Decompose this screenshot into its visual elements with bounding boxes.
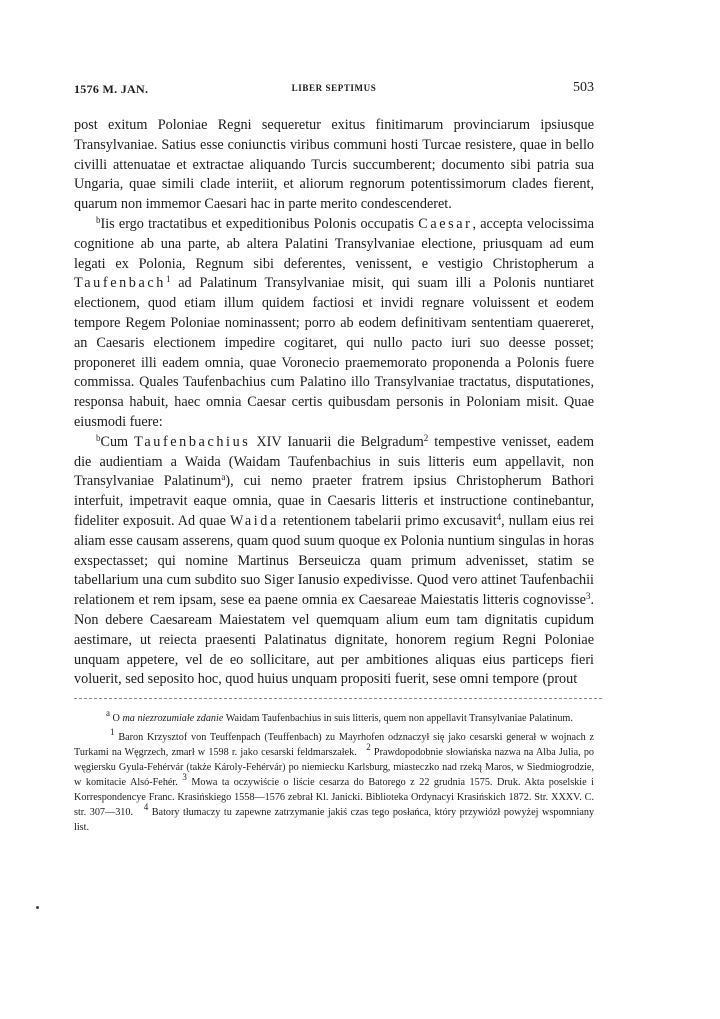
footnote-a: $^a$ O ma niezrozumiałe zdanie Waidam Taufenbachius in suis litteris, quem non appellavit Transylvaniae Palatinum. [106, 708, 573, 725]
paragraph-3: $^b$Cum Taufenbachius XIV Ianuarii die Belgradum$^2$ tempestive venisset, eadem die audientiam a Waida (Waidam Taufenbachius in suis litteris eum appellavit, non Transylvaniae Palatinum$^a$), cui nemo praeter fratrem ipsius Christopherum Bathori interfuit, impetravit eaque omnia, quae in Caesaris litteris et instructione continebantur, fideliter exposuit. Ad quae Waida retentionem tabelarii primo excusavit$^4$, nullam eius rei aliam esse causam asserens, quam quod suum quoque ex Polonia nuntium singulas in horas exspectasset; qui nomine Martinus Berseuicza quam primum advenisset, statim se tabellarium una cum subdito suo Siger Ianusio expedivisse. Quod vero attinet Taufenbachii relationem et rem ipsam, sese ea paene omnia ex Caesareae Maiestatis litteris cognovisse$^3$. Non debere Caesaream Maiestatem vel quemquam alium eum tam dignitatis cupidum aestimare, ut reiecta praesenti Palatinatus dignitate, honorem regium Regni Poloniae unquam appetere, vel de eo sollicitare, aut per ambitiones aliquas eius particeps fieri voluerit, sed seposito hoc, quod huius unquam propositi fuerit, sese omni tempore (prout [74, 432, 594, 688]
footnote-a-italic: ma niezrozumiałe zdanie [122, 713, 224, 725]
footnote-mark-1: 1 [110, 727, 115, 738]
footnote-separator [74, 698, 602, 699]
paragraph-2: $^b$Iis ergo tractatibus et expeditionibus Polonis occupatis Caesar, accepta velocissima cognitione ab una parte, ab altera Palatini Transylvaniae electione, priusquam ad eum legati ex Polonia, Regnum sibi deferentes, venissent, e vestigio Christopherum a Taufenbach$^1$ ad Palatinum Transylvaniae misit, qui suam illi a Polonis nuntiaret electionem, quod etiam illum quidem factiosi et invidi regnare voluissent et eodem tempore Regem Poloniae nominassent; porro ab eodem definitivam sententiam quaereret, an Caesaris electionem impedire cogitaret, qui nullo pacto iuri suo deesse posset; proponeret illi eadem omnia, quae Voronecio praememorato proponenda a Polonis fuere commissa. Quales Taufenbachius cum Palatino illo Transylvaniae tractatus, disputationes, responsa habuit, haec omnia Caesar certis quibusdam personis in Poloniam misit. Quae eiusmodi fuere: [74, 214, 594, 430]
spaced-name-taufenbach: Taufenbach [74, 275, 166, 292]
footnote-4: Batory tłumaczy tu zapewne zatrzymanie jakiś czas tego posłańca, który przywiózł powyżej wspomniany list. [74, 807, 595, 834]
footnote-mark-2: 2 [366, 742, 371, 753]
spaced-name-taufenbachius: Taufenbachius [134, 433, 251, 450]
footnotes [74, 708, 595, 835]
footnote-ref-4[interactable]: 4 [496, 511, 502, 522]
main-text [74, 116, 594, 690]
footnote-3: Mowa ta oczywiście o liście cesarza do Batorego z 22 grudnia 1575. Druk. Akta poselskie i Korrespondencye Franc. Krasińskiego 1558—1576 zebrał Kl. Janicki. Biblioteka Ordynacyi Krasińskich 1872. Str. XXXV. C. str. 307—310. [74, 777, 595, 819]
margin-speck [36, 906, 39, 909]
footnote-ref-2[interactable]: 2 [423, 432, 429, 443]
header-book-title: LIBER SEPTIMUS [291, 83, 377, 93]
book-page [74, 80, 594, 835]
running-header [74, 80, 594, 102]
footnote-ref-1[interactable]: 1 [165, 274, 171, 285]
footnote-1: Baron Krzysztof von Teuffenpach (Teuffenbach) zu Mayrhofen odznaczył się jako cesarski generał w wojnach z Turkami na Węgrzech, zmarł w 1598 r. jako cesarski feldmarszałek. [74, 732, 595, 759]
spaced-name-caesar: Caesar [418, 215, 473, 232]
note-marker: b [96, 432, 101, 443]
paragraph-1: post exitum Poloniae Regni sequeretur exitus finitimarum provinciarum ipsiusque Transylvaniae. Satius esse coniunctis viribus communi hosti Turcae resistere, quae in bello civilli attenuatae et extractae aliquando Turcis succumberent; documento sibi patria sua Ungaria, quae simili clade interiit, et aliorum regnorum potentissimorum clades fierent, quarum non immemor Caesari hac in parte merito condescenderet. [74, 117, 594, 213]
footnote-mark-4: 4 [143, 802, 149, 813]
footnote-mark-a: a [106, 708, 110, 719]
note-marker: b [96, 214, 101, 225]
footnote-ref-a[interactable]: a [221, 472, 226, 483]
header-date: 1576 M. JAN. [74, 82, 149, 96]
spaced-name-waida: Waida [229, 512, 279, 529]
footnote-2: Prawdopodobnie słowiańska nazwa na Alba Julia, po węgiersku Gyula-Fehérvár (także Károly-Fehérvár) po niemiecku Karlsburg, miasteczko nad rzeką Maros, w Siedmiogrodzie, w komitacie Alsó-Fehér. [74, 747, 595, 789]
footnotes-numbered [74, 727, 595, 835]
footnote-ref-3[interactable]: 3 [585, 591, 591, 602]
page-number: 503 [573, 80, 594, 95]
footnote-mark-3: 3 [182, 772, 187, 783]
